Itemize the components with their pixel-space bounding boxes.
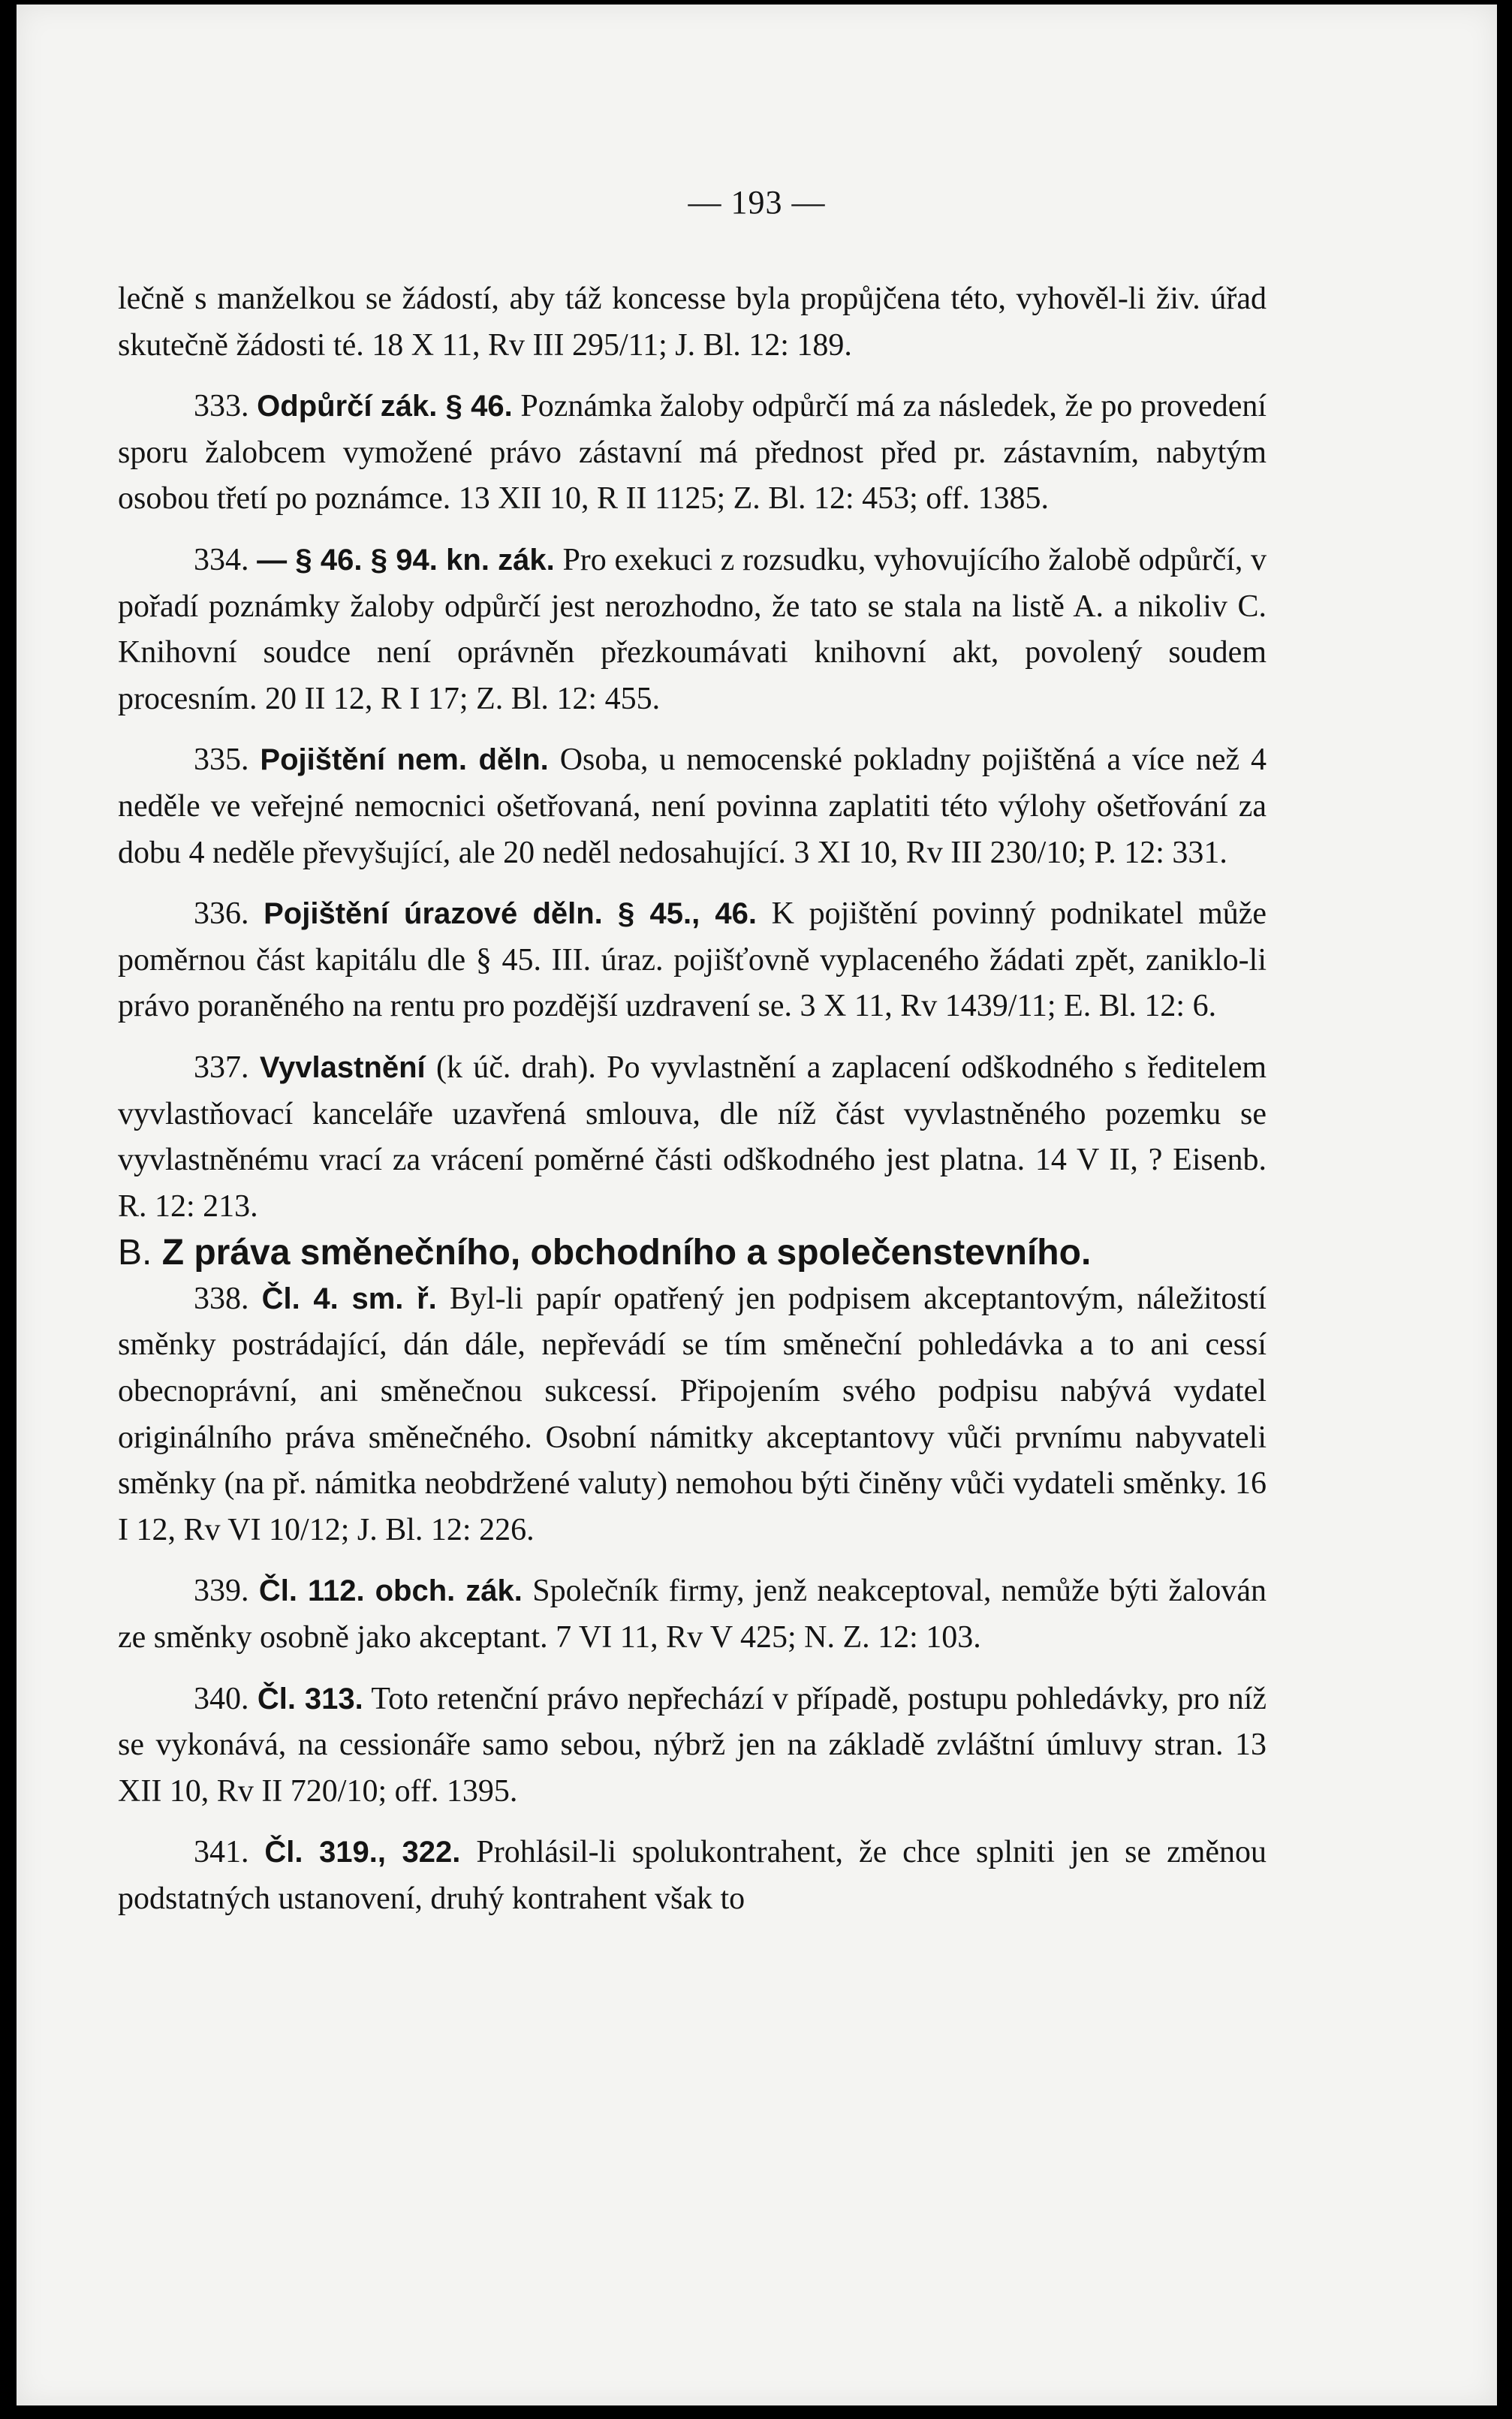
entry-text: Pro exekuci z rozsudku, vyhovujícího žalobě odpůrčí, v pořadí poznámky žaloby odpůrčí jest nerozhodno, že tato se stala na listě A. a nikoliv C. Knihovní soudce není oprávněn přezkoumávati knihovní akt, povolený soudem procesním. 20 II 12, R I 17; Z. Bl. 12: 455. bbox=[118, 542, 1267, 716]
entry-333 bbox=[118, 384, 1267, 523]
entry-text: Poznámka žaloby odpůrčí má za následek, že po provedení sporu žalobcem vymožené právo zástavní má přednost před pr. zástavním, nabytým osobou třetí po poznámce. 13 XII 10, R II 1125; Z. Bl. 12: 453; off. 1385. bbox=[118, 389, 1267, 517]
entry-heading: Čl. 112. obch. zák. bbox=[258, 1574, 523, 1608]
entry-heading: Čl. 319., 322. bbox=[264, 1836, 461, 1869]
entry-heading: Odpůrčí zák. § 46. bbox=[257, 390, 513, 423]
entry-number: 339. bbox=[194, 1574, 249, 1609]
entry-heading: Čl. 4. sm. ř. bbox=[261, 1282, 437, 1315]
section-title: Z práva směnečního, obchodního a společenstevního. bbox=[161, 1233, 1092, 1273]
section-letter: B. bbox=[118, 1233, 152, 1273]
entry-heading: — § 46. § 94. kn. zák. bbox=[257, 543, 555, 577]
entry-number: 337. bbox=[194, 1050, 249, 1085]
entry-number: 333. bbox=[194, 389, 249, 424]
entry-339 bbox=[118, 1568, 1267, 1661]
entry-text: Osoba, u nemocenské pokladny pojištěná a více než 4 neděle ve veřejné nemocnici ošetřovaná, není povinna zaplatiti této výlohy ošetřování za dobu 4 neděle převyšující, ale 20 neděl nedosahující. 3 XI 10, Rv III 230/10; P. 12: 331. bbox=[118, 743, 1267, 870]
entry-338 bbox=[118, 1276, 1267, 1554]
entry-number: 340. bbox=[194, 1681, 249, 1716]
entry-text: Byl-li papír opatřený jen podpisem akceptantovým, náležitostí směnky postrádající, dán dále, nepřevádí se tím směneční pohledávka a to ani cessí obecnoprávní, ani směnečnou sukcessí. Připojením svého podpisu nabývá vydatel originálního práva směnečného. Osobní námitky akceptantovy vůči prvnímu nabyvateli směnky (na př. námitka neobdržené valuty) nemohou býti činěny vůči vydateli směnky. 16 I 12, Rv VI 10/12; J. Bl. 12: 226. bbox=[118, 1281, 1267, 1547]
entry-heading: Pojištění nem. děln. bbox=[260, 743, 549, 777]
entry-number: 338. bbox=[194, 1281, 249, 1316]
section-heading bbox=[118, 1230, 1267, 1276]
book-page bbox=[17, 5, 1497, 2405]
entry-number: 341. bbox=[194, 1835, 249, 1870]
entry-340 bbox=[118, 1676, 1267, 1815]
page-text bbox=[118, 276, 1267, 1923]
entry-heading: Pojištění úrazové děln. § 45., 46. bbox=[264, 897, 758, 931]
entry-335 bbox=[118, 737, 1267, 876]
entry-341 bbox=[118, 1830, 1267, 1922]
page-number: — 193 — bbox=[688, 184, 826, 221]
entry-number: 335. bbox=[194, 743, 249, 778]
entry-text: Prohlásil-li spolukontrahent, že chce splniti jen se změnou podstatných ustanovení, druhý kontrahent však to bbox=[118, 1835, 1267, 1916]
entry-337 bbox=[118, 1045, 1267, 1230]
entry-text: K pojištění povinný podnikatel může poměrnou část kapitálu dle § 45. III. úraz. pojišťovně vyplaceného žádati zpět, zaniklo-li právo poraněného na rentu pro pozdější uzdravení se. 3 X 11, Rv 1439/11; E. Bl. 12: 6. bbox=[118, 896, 1267, 1024]
entry-336 bbox=[118, 891, 1267, 1030]
entry-number: 336. bbox=[194, 896, 249, 932]
entry-text: Společník firmy, jenž neakceptoval, nemůže býti žalován ze směnky osobně jako akceptant. 7 VI 11, Rv V 425; N. Z. 12: 103. bbox=[118, 1574, 1267, 1655]
entry-334 bbox=[118, 538, 1267, 722]
entry-text: Toto retenční právo nepřechází v případě, postupu pohledávky, pro níž se vykonává, na cessionáře samo sebou, nýbrž jen na základě zvláštní úmluvy stran. 13 XII 10, Rv II 720/10; off. 1395. bbox=[118, 1681, 1267, 1809]
continuation-paragraph: lečně s manželkou se žádostí, aby táž koncesse byla propůjčena této, vyhověl-li živ. úřad skutečně žádosti té. 18 X 11, Rv III 295/11; J. Bl. 12: 189. bbox=[118, 282, 1267, 363]
entry-text: (k úč. drah). Po vyvlastnění a zaplacení odškodného s ředitelem vyvlastňovací kanceláře uzavřená smlouva, dle níž část vyvlastněného pozemku se vyvlastněnému vrací za vrácení poměrné části odškodného jest platna. 14 V II, ? Eisenb. R. 12: 213. bbox=[118, 1050, 1267, 1224]
entry-number: 334. bbox=[194, 542, 249, 577]
entry-heading: Čl. 313. bbox=[257, 1682, 363, 1716]
entry-heading: Vyvlastnění bbox=[259, 1050, 426, 1084]
